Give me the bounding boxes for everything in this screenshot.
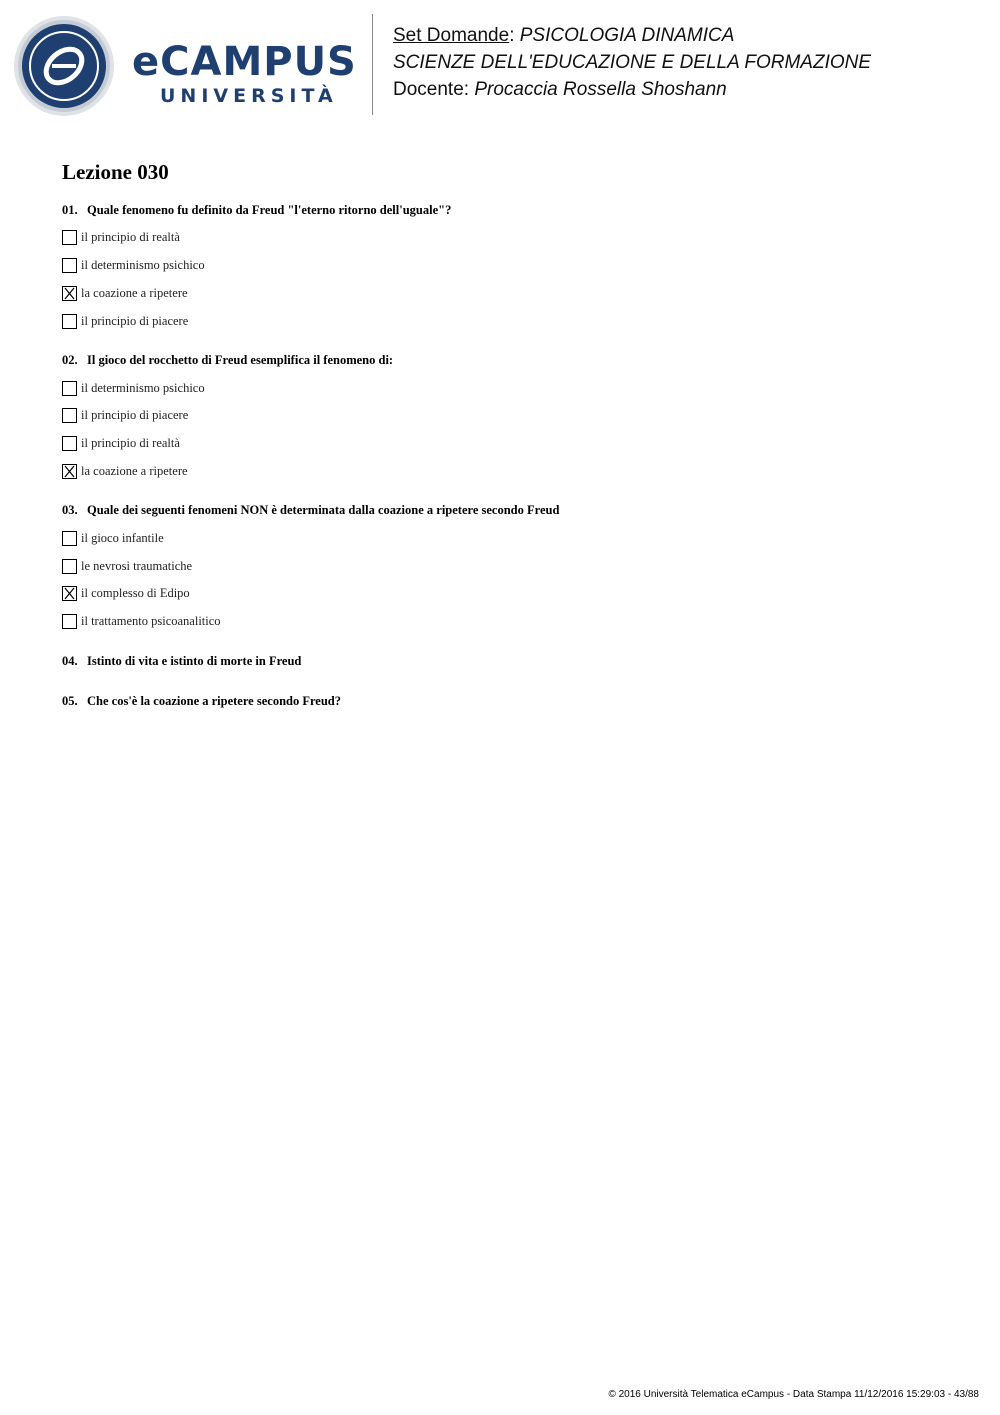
answer-option[interactable]	[62, 608, 942, 636]
docente-label: Docente:	[393, 79, 470, 100]
question-number: 03.	[62, 503, 78, 518]
option-text: il principio di realtà	[81, 436, 180, 451]
option-text: le nevrosi traumatiche	[81, 558, 193, 573]
logo-wordmark: eCAMPUS	[132, 39, 357, 85]
checkbox[interactable]	[62, 230, 77, 245]
logo-subtitle: UNIVERSITÀ	[160, 85, 338, 107]
question-list	[62, 200, 942, 715]
question	[62, 500, 942, 524]
checkbox[interactable]	[62, 258, 77, 273]
answer-option[interactable]	[62, 402, 942, 430]
header-info	[393, 22, 871, 103]
answer-option[interactable]	[62, 280, 942, 308]
question	[62, 200, 942, 224]
answer-option[interactable]	[62, 307, 942, 335]
question-text: Il gioco del rocchetto di Freud esemplifica il fenomeno di:	[87, 353, 394, 368]
option-text: il principio di piacere	[81, 313, 189, 328]
checkbox[interactable]	[62, 408, 77, 423]
question-text: Quale fenomeno fu definito da Freud "l'eterno ritorno dell'uguale"?	[87, 203, 452, 217]
check-mark-icon	[63, 287, 76, 300]
question	[62, 691, 942, 715]
check-mark-icon	[63, 587, 76, 600]
answer-option[interactable]	[62, 252, 942, 280]
option-text: la coazione a ripetere	[81, 285, 188, 300]
checkbox[interactable]	[62, 464, 77, 479]
checkbox[interactable]	[62, 614, 77, 629]
checkbox[interactable]	[62, 531, 77, 546]
answer-option[interactable]	[62, 580, 942, 608]
option-text: il complesso di Edipo	[81, 586, 190, 601]
option-text: il principio di realtà	[81, 230, 180, 245]
checkbox[interactable]	[62, 436, 77, 451]
option-text: la coazione a ripetere	[81, 463, 188, 478]
option-text: il principio di piacere	[81, 408, 189, 423]
option-text: il determinismo psichico	[81, 380, 205, 395]
checkbox[interactable]	[62, 559, 77, 574]
answer-option[interactable]	[62, 458, 942, 486]
faculty-name: SCIENZE DELL'EDUCAZIONE E DELLA FORMAZIONE	[393, 52, 872, 73]
course-line	[393, 22, 871, 49]
question	[62, 651, 942, 675]
docente-line	[393, 76, 871, 103]
check-mark-icon	[63, 465, 76, 478]
checkbox[interactable]	[62, 381, 77, 396]
question-number: 02.	[62, 353, 78, 368]
ecampus-logo	[12, 14, 362, 118]
question-text: Istinto di vita e istinto di morte in Freud	[87, 653, 302, 668]
question-text: Che cos'è la coazione a ripetere secondo Freud?	[87, 693, 342, 708]
checkbox[interactable]	[62, 314, 77, 329]
set-label: Set Domande	[393, 25, 510, 46]
question-number: 05.	[62, 693, 78, 708]
lesson-title: Lezione 030	[62, 160, 169, 184]
course-name: PSICOLOGIA DINAMICA	[519, 25, 735, 46]
question-text: Quale dei seguenti fenomeni NON è determinata dalla coazione a ripetere secondo Freud	[87, 503, 560, 518]
option-text: il determinismo psichico	[81, 258, 205, 273]
question	[62, 350, 942, 374]
set-sep: :	[509, 25, 515, 46]
option-text: il gioco infantile	[81, 530, 164, 545]
question-number: 01.	[62, 203, 78, 217]
checkbox[interactable]	[62, 286, 77, 301]
ecampus-seal-icon	[12, 14, 116, 118]
checkbox[interactable]	[62, 586, 77, 601]
question-number: 04.	[62, 653, 78, 668]
option-text: il trattamento psicoanalitico	[81, 614, 221, 629]
answer-option[interactable]	[62, 430, 942, 458]
answer-option[interactable]	[62, 552, 942, 580]
header-divider	[372, 14, 373, 115]
answer-option[interactable]	[62, 224, 942, 252]
docente-name: Procaccia Rossella Shoshann	[474, 79, 727, 100]
answer-option[interactable]	[62, 374, 942, 402]
page-footer: © 2016 Università Telematica eCampus - Data Stampa 11/12/2016 15:29:03 - 43/88	[608, 1389, 979, 1400]
answer-option[interactable]	[62, 524, 942, 552]
